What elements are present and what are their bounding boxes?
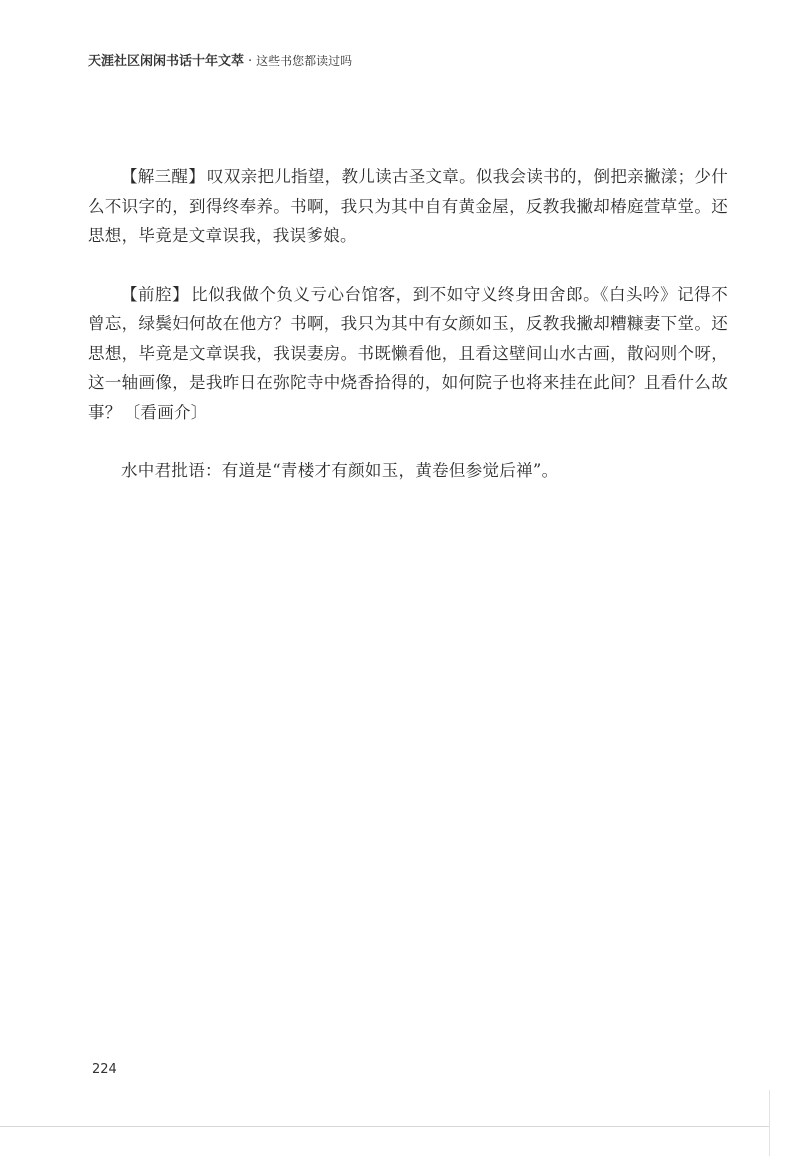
- running-header: [88, 50, 352, 69]
- paragraph-text: 叹双亲把儿指望，教儿读古圣文章。似我会读书的，倒把亲撇漾；少什么不识字的，到得终奉养。书啊，我只为其中自有黄金屋，反教我撇却椿庭萱草堂。还思想，毕竟是文章误我，我误爹娘。: [88, 167, 728, 245]
- bottom-rule: [0, 1126, 770, 1127]
- paragraph-jie-san-xing: [88, 162, 728, 251]
- tune-name: 【前腔】: [121, 284, 190, 304]
- stage-direction: 〔看画介〕: [123, 402, 208, 422]
- spine-edge: [769, 1090, 770, 1156]
- paragraph-text: 水中君批语：有道是“青楼才有颜如玉，黄卷但参觉后禅”。: [121, 461, 559, 480]
- chapter-title: 这些书您都读过吗: [256, 54, 353, 68]
- page-number: 224: [92, 1062, 117, 1077]
- tune-name: 【解三醒】: [121, 167, 206, 186]
- paragraph-text: 比似我做个负义亏心台馆客，到不如守义终身田舍郎。《白头吟》记得不曾忘，绿鬓妇何故在他方？书啊，我只为其中有女颜如玉，反教我撇却糟糠妻下堂。还思想，毕竟是文章误我，我误妻房。书既懒看他，且看这壁间山水古画，散闷则个呀，这一轴画像，是我昨日在弥陀寺中烧香拾得的，如何院子也将来挂在此间？且看什么故事？: [88, 284, 728, 422]
- paragraph-qian-qiang: [88, 280, 728, 428]
- book-title: 天涯社区闲闲书话十年文萃: [88, 54, 245, 69]
- paragraph-commentary: [88, 456, 728, 486]
- main-content: [88, 162, 728, 486]
- header-separator: ·: [248, 54, 253, 69]
